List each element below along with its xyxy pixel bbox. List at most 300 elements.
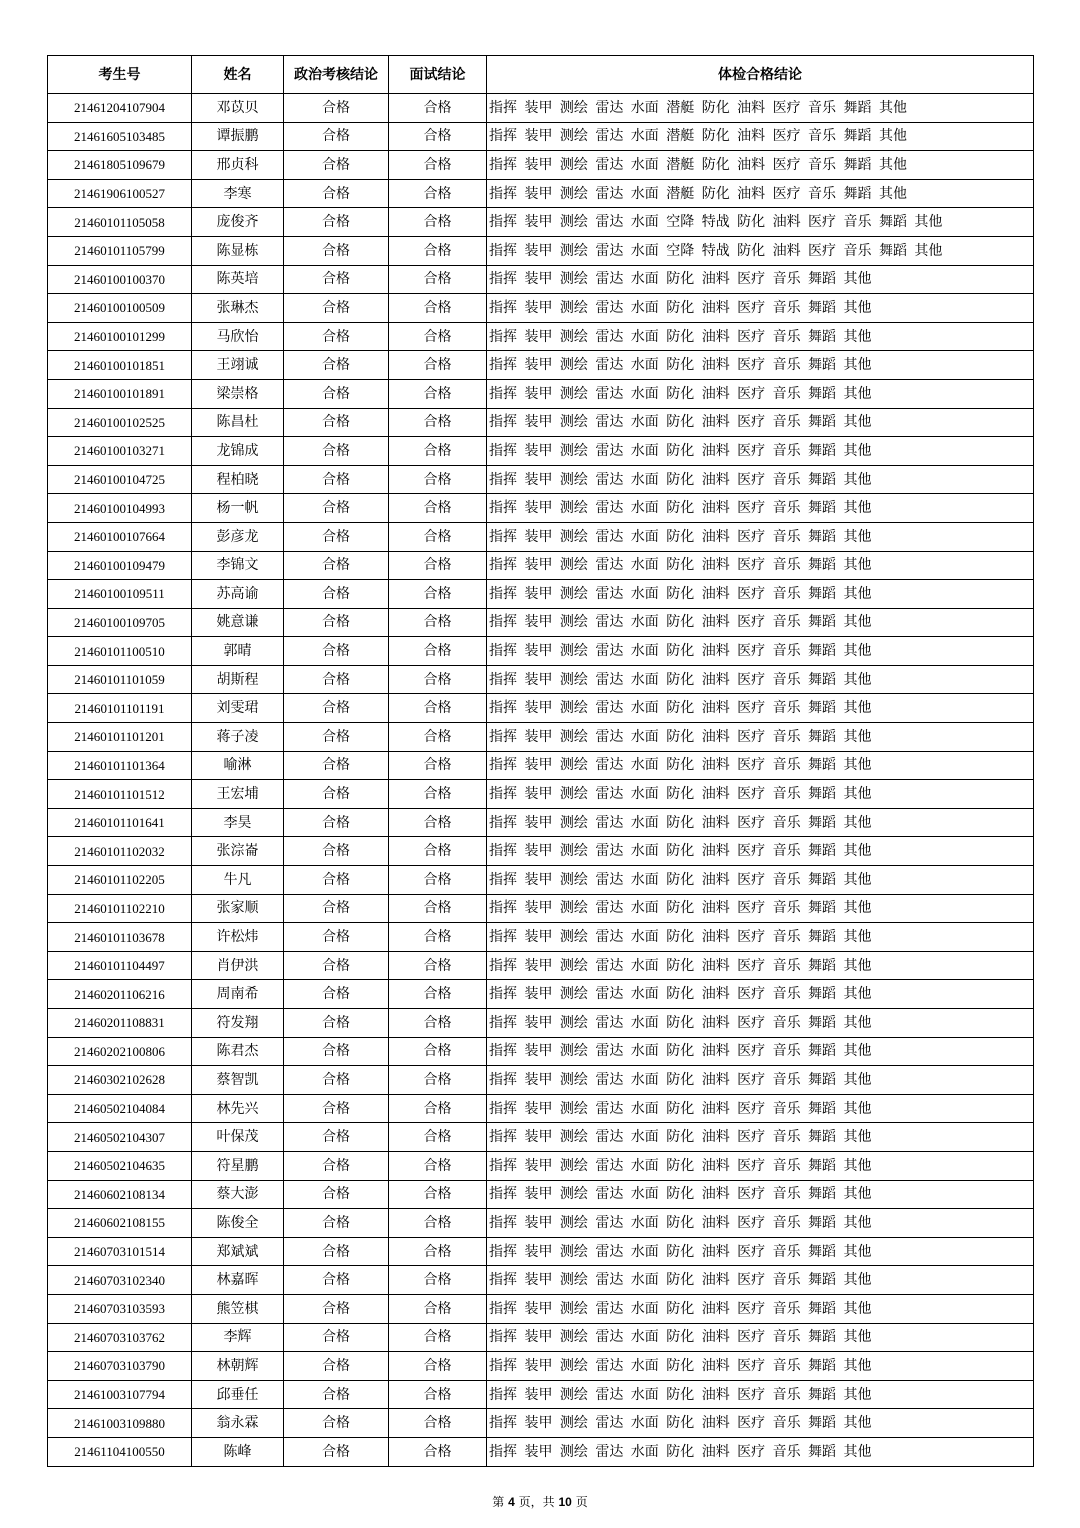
cell-exam-id: 21460100104993: [48, 494, 192, 523]
cell-exam-id: 21460502104307: [48, 1123, 192, 1152]
cell-name: 王宏埔: [192, 780, 284, 809]
cell-medical: 指挥 装甲 测绘 雷达 水面 防化 油料 医疗 音乐 舞蹈 其他: [487, 522, 1034, 551]
cell-exam-id: 21460101101059: [48, 665, 192, 694]
cell-medical: 指挥 装甲 测绘 雷达 水面 防化 油料 医疗 音乐 舞蹈 其他: [487, 808, 1034, 837]
table-row: [48, 522, 1034, 551]
cell-interview: 合格: [389, 179, 487, 208]
cell-interview: 合格: [389, 1380, 487, 1409]
cell-medical: 指挥 装甲 测绘 雷达 水面 防化 油料 医疗 音乐 舞蹈 其他: [487, 1123, 1034, 1152]
cell-medical: 指挥 装甲 测绘 雷达 水面 防化 油料 医疗 音乐 舞蹈 其他: [487, 608, 1034, 637]
cell-name: 肖伊洪: [192, 951, 284, 980]
table-row: [48, 1266, 1034, 1295]
cell-name: 邢贞科: [192, 151, 284, 180]
cell-interview: 合格: [389, 494, 487, 523]
table-row: [48, 208, 1034, 237]
cell-name: 李辉: [192, 1323, 284, 1352]
table-row: [48, 608, 1034, 637]
cell-name: 张家顺: [192, 894, 284, 923]
cell-politics: 合格: [284, 1123, 389, 1152]
cell-interview: 合格: [389, 1352, 487, 1381]
header-exam-id: 考生号: [48, 56, 192, 94]
cell-medical: 指挥 装甲 测绘 雷达 水面 潜艇 防化 油料 医疗 音乐 舞蹈 其他: [487, 151, 1034, 180]
cell-politics: 合格: [284, 751, 389, 780]
table-row: [48, 637, 1034, 666]
cell-interview: 合格: [389, 465, 487, 494]
cell-name: 牛凡: [192, 866, 284, 895]
table-row: [48, 122, 1034, 151]
cell-medical: 指挥 装甲 测绘 雷达 水面 防化 油料 医疗 音乐 舞蹈 其他: [487, 1323, 1034, 1352]
cell-medical: 指挥 装甲 测绘 雷达 水面 防化 油料 医疗 音乐 舞蹈 其他: [487, 1266, 1034, 1295]
cell-name: 张淙崙: [192, 837, 284, 866]
table-row: [48, 808, 1034, 837]
cell-name: 李昊: [192, 808, 284, 837]
cell-exam-id: 21460101101364: [48, 751, 192, 780]
cell-politics: 合格: [284, 923, 389, 952]
cell-exam-id: 21460100103271: [48, 437, 192, 466]
cell-medical: 指挥 装甲 测绘 雷达 水面 防化 油料 医疗 音乐 舞蹈 其他: [487, 379, 1034, 408]
table-row: [48, 1037, 1034, 1066]
table-row: [48, 151, 1034, 180]
table-row: [48, 923, 1034, 952]
cell-name: 陈显栋: [192, 236, 284, 265]
cell-medical: 指挥 装甲 测绘 雷达 水面 防化 油料 医疗 音乐 舞蹈 其他: [487, 1209, 1034, 1238]
table-row: [48, 494, 1034, 523]
cell-politics: 合格: [284, 1037, 389, 1066]
cell-politics: 合格: [284, 1437, 389, 1466]
footer-total-pages: 10: [558, 1495, 572, 1509]
cell-medical: 指挥 装甲 测绘 雷达 水面 防化 油料 医疗 音乐 舞蹈 其他: [487, 1409, 1034, 1438]
cell-exam-id: 21460703103790: [48, 1352, 192, 1381]
table-row: [48, 179, 1034, 208]
cell-medical: 指挥 装甲 测绘 雷达 水面 防化 油料 医疗 音乐 舞蹈 其他: [487, 408, 1034, 437]
cell-exam-id: 21460703103762: [48, 1323, 192, 1352]
cell-exam-id: 21461104100550: [48, 1437, 192, 1466]
cell-politics: 合格: [284, 1094, 389, 1123]
footer-suffix: 页: [575, 1495, 588, 1509]
cell-exam-id: 21460101103678: [48, 923, 192, 952]
cell-politics: 合格: [284, 322, 389, 351]
cell-exam-id: 21460302102628: [48, 1066, 192, 1095]
table-row: [48, 1352, 1034, 1381]
cell-name: 杨一帆: [192, 494, 284, 523]
table-row: [48, 665, 1034, 694]
cell-medical: 指挥 装甲 测绘 雷达 水面 防化 油料 医疗 音乐 舞蹈 其他: [487, 351, 1034, 380]
cell-politics: 合格: [284, 780, 389, 809]
cell-medical: 指挥 装甲 测绘 雷达 水面 防化 油料 医疗 音乐 舞蹈 其他: [487, 837, 1034, 866]
cell-interview: 合格: [389, 665, 487, 694]
cell-exam-id: 21460703103593: [48, 1294, 192, 1323]
cell-interview: 合格: [389, 1094, 487, 1123]
cell-politics: 合格: [284, 723, 389, 752]
cell-interview: 合格: [389, 1294, 487, 1323]
cell-medical: 指挥 装甲 测绘 雷达 水面 防化 油料 医疗 音乐 舞蹈 其他: [487, 723, 1034, 752]
cell-exam-id: 21460502104084: [48, 1094, 192, 1123]
table-row: [48, 94, 1034, 123]
cell-name: 胡斯程: [192, 665, 284, 694]
cell-name: 苏高谕: [192, 580, 284, 609]
header-medical: 体检合格结论: [487, 56, 1034, 94]
table-row: [48, 294, 1034, 323]
cell-politics: 合格: [284, 808, 389, 837]
cell-medical: 指挥 装甲 测绘 雷达 水面 防化 油料 医疗 音乐 舞蹈 其他: [487, 1066, 1034, 1095]
cell-politics: 合格: [284, 1151, 389, 1180]
cell-exam-id: 21460100109705: [48, 608, 192, 637]
cell-exam-id: 21460101101512: [48, 780, 192, 809]
cell-medical: 指挥 装甲 测绘 雷达 水面 防化 油料 医疗 音乐 舞蹈 其他: [487, 1180, 1034, 1209]
cell-politics: 合格: [284, 694, 389, 723]
cell-interview: 合格: [389, 94, 487, 123]
cell-interview: 合格: [389, 923, 487, 952]
cell-medical: 指挥 装甲 测绘 雷达 水面 防化 油料 医疗 音乐 舞蹈 其他: [487, 1037, 1034, 1066]
cell-interview: 合格: [389, 1123, 487, 1152]
cell-politics: 合格: [284, 894, 389, 923]
cell-medical: 指挥 装甲 测绘 雷达 水面 防化 油料 医疗 音乐 舞蹈 其他: [487, 322, 1034, 351]
cell-medical: 指挥 装甲 测绘 雷达 水面 防化 油料 医疗 音乐 舞蹈 其他: [487, 894, 1034, 923]
cell-medical: 指挥 装甲 测绘 雷达 水面 防化 油料 医疗 音乐 舞蹈 其他: [487, 1237, 1034, 1266]
cell-interview: 合格: [389, 1151, 487, 1180]
cell-politics: 合格: [284, 236, 389, 265]
cell-exam-id: 21460100109511: [48, 580, 192, 609]
cell-interview: 合格: [389, 608, 487, 637]
cell-medical: 指挥 装甲 测绘 雷达 水面 潜艇 防化 油料 医疗 音乐 舞蹈 其他: [487, 179, 1034, 208]
cell-name: 庞俊齐: [192, 208, 284, 237]
table-row: [48, 1009, 1034, 1038]
cell-exam-id: 21460100101299: [48, 322, 192, 351]
cell-exam-id: 21460101102032: [48, 837, 192, 866]
cell-medical: 指挥 装甲 测绘 雷达 水面 空降 特战 防化 油料 医疗 音乐 舞蹈 其他: [487, 208, 1034, 237]
cell-exam-id: 21460100104725: [48, 465, 192, 494]
cell-exam-id: 21460100101851: [48, 351, 192, 380]
table-row: [48, 1209, 1034, 1238]
cell-politics: 合格: [284, 294, 389, 323]
cell-interview: 合格: [389, 866, 487, 895]
cell-exam-id: 21460101105058: [48, 208, 192, 237]
cell-interview: 合格: [389, 780, 487, 809]
cell-interview: 合格: [389, 151, 487, 180]
cell-name: 陈昌杜: [192, 408, 284, 437]
table-row: [48, 408, 1034, 437]
cell-politics: 合格: [284, 837, 389, 866]
cell-politics: 合格: [284, 408, 389, 437]
cell-medical: 指挥 装甲 测绘 雷达 水面 防化 油料 医疗 音乐 舞蹈 其他: [487, 1009, 1034, 1038]
cell-name: 翁永霖: [192, 1409, 284, 1438]
table-row: [48, 580, 1034, 609]
cell-interview: 合格: [389, 894, 487, 923]
cell-politics: 合格: [284, 1380, 389, 1409]
cell-politics: 合格: [284, 1237, 389, 1266]
cell-name: 林先兴: [192, 1094, 284, 1123]
cell-interview: 合格: [389, 751, 487, 780]
cell-politics: 合格: [284, 151, 389, 180]
cell-interview: 合格: [389, 236, 487, 265]
table-row: [48, 437, 1034, 466]
footer-page-number: 4: [508, 1495, 515, 1509]
cell-politics: 合格: [284, 208, 389, 237]
table-row: [48, 751, 1034, 780]
table-row: [48, 894, 1034, 923]
cell-interview: 合格: [389, 122, 487, 151]
cell-medical: 指挥 装甲 测绘 雷达 水面 防化 油料 医疗 音乐 舞蹈 其他: [487, 694, 1034, 723]
cell-name: 陈英培: [192, 265, 284, 294]
cell-exam-id: 21460101101201: [48, 723, 192, 752]
table-row: [48, 1066, 1034, 1095]
table-row: [48, 1323, 1034, 1352]
cell-interview: 合格: [389, 694, 487, 723]
cell-politics: 合格: [284, 1066, 389, 1095]
cell-interview: 合格: [389, 951, 487, 980]
cell-politics: 合格: [284, 1323, 389, 1352]
table-row: [48, 1094, 1034, 1123]
cell-name: 叶保茂: [192, 1123, 284, 1152]
cell-name: 蔡大澎: [192, 1180, 284, 1209]
cell-interview: 合格: [389, 1009, 487, 1038]
cell-exam-id: 21461805109679: [48, 151, 192, 180]
table-row: [48, 1409, 1034, 1438]
page-footer: [0, 1493, 1080, 1510]
cell-exam-id: 21461003107794: [48, 1380, 192, 1409]
cell-exam-id: 21460100101891: [48, 379, 192, 408]
cell-medical: 指挥 装甲 测绘 雷达 水面 防化 油料 医疗 音乐 舞蹈 其他: [487, 1094, 1034, 1123]
cell-medical: 指挥 装甲 测绘 雷达 水面 防化 油料 医疗 音乐 舞蹈 其他: [487, 665, 1034, 694]
cell-name: 周南希: [192, 980, 284, 1009]
cell-name: 程柏晓: [192, 465, 284, 494]
cell-politics: 合格: [284, 494, 389, 523]
cell-interview: 合格: [389, 551, 487, 580]
cell-name: 符星鹏: [192, 1151, 284, 1180]
cell-politics: 合格: [284, 608, 389, 637]
cell-politics: 合格: [284, 1294, 389, 1323]
table-row: [48, 980, 1034, 1009]
cell-politics: 合格: [284, 379, 389, 408]
cell-medical: 指挥 装甲 测绘 雷达 水面 防化 油料 医疗 音乐 舞蹈 其他: [487, 780, 1034, 809]
cell-interview: 合格: [389, 408, 487, 437]
cell-name: 蒋子凌: [192, 723, 284, 752]
table-row: [48, 1380, 1034, 1409]
cell-interview: 合格: [389, 637, 487, 666]
table-row: [48, 1437, 1034, 1466]
cell-interview: 合格: [389, 1437, 487, 1466]
cell-exam-id: 21460101102210: [48, 894, 192, 923]
cell-name: 蔡智凯: [192, 1066, 284, 1095]
cell-politics: 合格: [284, 1009, 389, 1038]
cell-exam-id: 21460101101641: [48, 808, 192, 837]
cell-exam-id: 21461906100527: [48, 179, 192, 208]
cell-exam-id: 21461605103485: [48, 122, 192, 151]
table-row: [48, 1294, 1034, 1323]
cell-interview: 合格: [389, 1037, 487, 1066]
cell-name: 郭晴: [192, 637, 284, 666]
table-row: [48, 837, 1034, 866]
table-body: [48, 94, 1034, 1467]
cell-name: 龙锦成: [192, 437, 284, 466]
candidate-results-table: [47, 55, 1034, 1467]
cell-politics: 合格: [284, 1266, 389, 1295]
cell-medical: 指挥 装甲 测绘 雷达 水面 防化 油料 医疗 音乐 舞蹈 其他: [487, 866, 1034, 895]
cell-name: 谭振鹏: [192, 122, 284, 151]
cell-politics: 合格: [284, 522, 389, 551]
cell-politics: 合格: [284, 665, 389, 694]
cell-interview: 合格: [389, 1266, 487, 1295]
cell-name: 姚意谦: [192, 608, 284, 637]
header-name: 姓名: [192, 56, 284, 94]
cell-interview: 合格: [389, 1066, 487, 1095]
cell-medical: 指挥 装甲 测绘 雷达 水面 防化 油料 医疗 音乐 舞蹈 其他: [487, 1380, 1034, 1409]
cell-name: 马欣怡: [192, 322, 284, 351]
table-row: [48, 1123, 1034, 1152]
cell-exam-id: 21461204107904: [48, 94, 192, 123]
cell-medical: 指挥 装甲 测绘 雷达 水面 防化 油料 医疗 音乐 舞蹈 其他: [487, 923, 1034, 952]
cell-medical: 指挥 装甲 测绘 雷达 水面 防化 油料 医疗 音乐 舞蹈 其他: [487, 951, 1034, 980]
cell-medical: 指挥 装甲 测绘 雷达 水面 防化 油料 医疗 音乐 舞蹈 其他: [487, 580, 1034, 609]
cell-exam-id: 21460201106216: [48, 980, 192, 1009]
table-row: [48, 951, 1034, 980]
cell-politics: 合格: [284, 265, 389, 294]
table-row: [48, 694, 1034, 723]
cell-interview: 合格: [389, 1409, 487, 1438]
cell-medical: 指挥 装甲 测绘 雷达 水面 空降 特战 防化 油料 医疗 音乐 舞蹈 其他: [487, 236, 1034, 265]
table-row: [48, 265, 1034, 294]
table-row: [48, 351, 1034, 380]
cell-politics: 合格: [284, 866, 389, 895]
cell-medical: 指挥 装甲 测绘 雷达 水面 防化 油料 医疗 音乐 舞蹈 其他: [487, 494, 1034, 523]
cell-medical: 指挥 装甲 测绘 雷达 水面 防化 油料 医疗 音乐 舞蹈 其他: [487, 637, 1034, 666]
cell-interview: 合格: [389, 808, 487, 837]
cell-exam-id: 21460502104635: [48, 1151, 192, 1180]
cell-name: 熊笠棋: [192, 1294, 284, 1323]
cell-politics: 合格: [284, 1180, 389, 1209]
cell-medical: 指挥 装甲 测绘 雷达 水面 防化 油料 医疗 音乐 舞蹈 其他: [487, 265, 1034, 294]
cell-interview: 合格: [389, 1209, 487, 1238]
cell-politics: 合格: [284, 980, 389, 1009]
table-row: [48, 322, 1034, 351]
cell-exam-id: 21460703101514: [48, 1237, 192, 1266]
cell-exam-id: 21460101104497: [48, 951, 192, 980]
header-politics: 政治考核结论: [284, 56, 389, 94]
table-row: [48, 236, 1034, 265]
cell-exam-id: 21460201108831: [48, 1009, 192, 1038]
cell-exam-id: 21460100100370: [48, 265, 192, 294]
cell-politics: 合格: [284, 1209, 389, 1238]
table-row: [48, 780, 1034, 809]
cell-interview: 合格: [389, 1180, 487, 1209]
cell-politics: 合格: [284, 122, 389, 151]
cell-exam-id: 21460101100510: [48, 637, 192, 666]
table-header-row: [48, 56, 1034, 94]
table-row: [48, 465, 1034, 494]
cell-name: 邱垂任: [192, 1380, 284, 1409]
cell-interview: 合格: [389, 1323, 487, 1352]
cell-interview: 合格: [389, 351, 487, 380]
cell-name: 王翊诚: [192, 351, 284, 380]
cell-name: 李寒: [192, 179, 284, 208]
cell-medical: 指挥 装甲 测绘 雷达 水面 防化 油料 医疗 音乐 舞蹈 其他: [487, 1437, 1034, 1466]
cell-name: 陈俊全: [192, 1209, 284, 1238]
cell-politics: 合格: [284, 1352, 389, 1381]
cell-exam-id: 21460100107664: [48, 522, 192, 551]
cell-name: 彭彦龙: [192, 522, 284, 551]
cell-interview: 合格: [389, 265, 487, 294]
table-row: [48, 551, 1034, 580]
cell-medical: 指挥 装甲 测绘 雷达 水面 防化 油料 医疗 音乐 舞蹈 其他: [487, 980, 1034, 1009]
cell-interview: 合格: [389, 522, 487, 551]
cell-politics: 合格: [284, 1409, 389, 1438]
cell-interview: 合格: [389, 837, 487, 866]
table-row: [48, 866, 1034, 895]
cell-exam-id: 21461003109880: [48, 1409, 192, 1438]
cell-exam-id: 21460703102340: [48, 1266, 192, 1295]
cell-politics: 合格: [284, 179, 389, 208]
cell-exam-id: 21460602108134: [48, 1180, 192, 1209]
cell-exam-id: 21460101101191: [48, 694, 192, 723]
cell-medical: 指挥 装甲 测绘 雷达 水面 防化 油料 医疗 音乐 舞蹈 其他: [487, 1352, 1034, 1381]
cell-exam-id: 21460100109479: [48, 551, 192, 580]
cell-politics: 合格: [284, 351, 389, 380]
footer-prefix: 第: [492, 1495, 505, 1509]
cell-exam-id: 21460101105799: [48, 236, 192, 265]
cell-politics: 合格: [284, 465, 389, 494]
cell-name: 刘雯珺: [192, 694, 284, 723]
cell-name: 郑斌斌: [192, 1237, 284, 1266]
cell-name: 陈峰: [192, 1437, 284, 1466]
cell-name: 陈君杰: [192, 1037, 284, 1066]
cell-exam-id: 21460100102525: [48, 408, 192, 437]
cell-exam-id: 21460100100509: [48, 294, 192, 323]
header-interview: 面试结论: [389, 56, 487, 94]
cell-interview: 合格: [389, 723, 487, 752]
cell-interview: 合格: [389, 980, 487, 1009]
cell-interview: 合格: [389, 294, 487, 323]
cell-exam-id: 21460602108155: [48, 1209, 192, 1238]
cell-exam-id: 21460101102205: [48, 866, 192, 895]
cell-politics: 合格: [284, 951, 389, 980]
cell-name: 张琳杰: [192, 294, 284, 323]
table-row: [48, 379, 1034, 408]
cell-exam-id: 21460202100806: [48, 1037, 192, 1066]
cell-name: 符发翔: [192, 1009, 284, 1038]
table-row: [48, 723, 1034, 752]
cell-name: 梁崇格: [192, 379, 284, 408]
cell-name: 林嘉晖: [192, 1266, 284, 1295]
table-row: [48, 1151, 1034, 1180]
cell-medical: 指挥 装甲 测绘 雷达 水面 防化 油料 医疗 音乐 舞蹈 其他: [487, 751, 1034, 780]
footer-middle: 页，共: [518, 1495, 555, 1509]
cell-interview: 合格: [389, 322, 487, 351]
cell-medical: 指挥 装甲 测绘 雷达 水面 防化 油料 医疗 音乐 舞蹈 其他: [487, 294, 1034, 323]
cell-politics: 合格: [284, 580, 389, 609]
cell-interview: 合格: [389, 1237, 487, 1266]
cell-name: 邓苡贝: [192, 94, 284, 123]
cell-interview: 合格: [389, 437, 487, 466]
cell-name: 喻淋: [192, 751, 284, 780]
cell-interview: 合格: [389, 208, 487, 237]
cell-medical: 指挥 装甲 测绘 雷达 水面 防化 油料 医疗 音乐 舞蹈 其他: [487, 1294, 1034, 1323]
table-row: [48, 1180, 1034, 1209]
cell-medical: 指挥 装甲 测绘 雷达 水面 防化 油料 医疗 音乐 舞蹈 其他: [487, 1151, 1034, 1180]
cell-medical: 指挥 装甲 测绘 雷达 水面 防化 油料 医疗 音乐 舞蹈 其他: [487, 437, 1034, 466]
cell-medical: 指挥 装甲 测绘 雷达 水面 防化 油料 医疗 音乐 舞蹈 其他: [487, 551, 1034, 580]
cell-politics: 合格: [284, 551, 389, 580]
cell-interview: 合格: [389, 379, 487, 408]
cell-interview: 合格: [389, 580, 487, 609]
cell-medical: 指挥 装甲 测绘 雷达 水面 潜艇 防化 油料 医疗 音乐 舞蹈 其他: [487, 122, 1034, 151]
cell-name: 林朝辉: [192, 1352, 284, 1381]
cell-politics: 合格: [284, 637, 389, 666]
cell-name: 许松炜: [192, 923, 284, 952]
cell-medical: 指挥 装甲 测绘 雷达 水面 防化 油料 医疗 音乐 舞蹈 其他: [487, 465, 1034, 494]
cell-politics: 合格: [284, 94, 389, 123]
cell-politics: 合格: [284, 437, 389, 466]
cell-name: 李锦文: [192, 551, 284, 580]
